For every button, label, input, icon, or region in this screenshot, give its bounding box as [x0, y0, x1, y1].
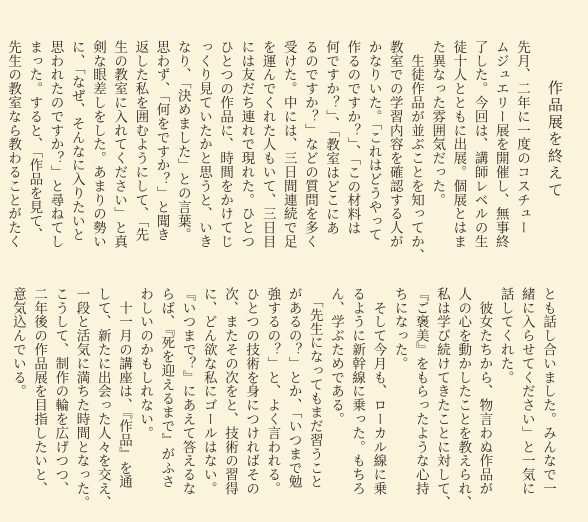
essay-body-lower: とも話し合いました。みんなで一 緒に入らせてください」と一気に 話してくれた。 彼女たちから、物言わぬ作品が 人の心を動かしたことを教えられ、 私は学び続けてきたことに対して、 『ご褒美』をもらったような心持 ちになった。 そして今月も、ローカル線に乗 るように新幹線に乗った。もちろ ん、学ぶためである。 「先生になってもまだ習うこと があるの？」とか、「いつまで勉 強するの？」と、よく言われる。 ひとつの技術を身につければその 次、またその次をと、技術の習得 に、どん欲な私にゴールはない。 『いつまで？』にあえて答えるな らば、『死を迎えるまで』がふさ わしいのかもしれない。 十一月の講座は、『作品』を通 して、新たに出会った人々を交え、 一段と活気に満ちた時間となった。 こうして、制作の輪を広げつつ、 二年後の作品展を目指したいと、 意気込んでいる。 — [9, 287, 556, 510]
essay-title: 作品展を終えて — [546, 80, 564, 199]
essay-body-upper: 先月、二年に一度のコスチュー ムジュエリー展を開催し、無事終 了した。今回は、講師レベルの生 徒十人とともに出展。個展とはま た異なった雰囲気だった。 生徒作品が並ぶことを知ってか、 教室での学習内容を確認する人が かなりいた。「これはどうやって 作るのですか？」、「この材料は 何ですか？」、「教室はどこにあ るのですか？」などの質問を多く 受けた。中には、三日間連続で足 を運んでくれた人もいて、三日目 には友だち連れで現れた。ひとつ ひとつの作品に、時間をかけてじ っくり見ていたかと思うと、いき なり、「決めました」との言葉。 思わず、「何をですか？」と聞き 返した私を囲むようにして、「先 生の教室に入れてください」と真 剣な眼差しをした。あまりの勢い に、「なぜ、そんなに入りたいと 思われたのですか？」と尋ねてし まった。すると、「作品を見て、 先生の教室なら教わることがたく — [5, 40, 530, 263]
